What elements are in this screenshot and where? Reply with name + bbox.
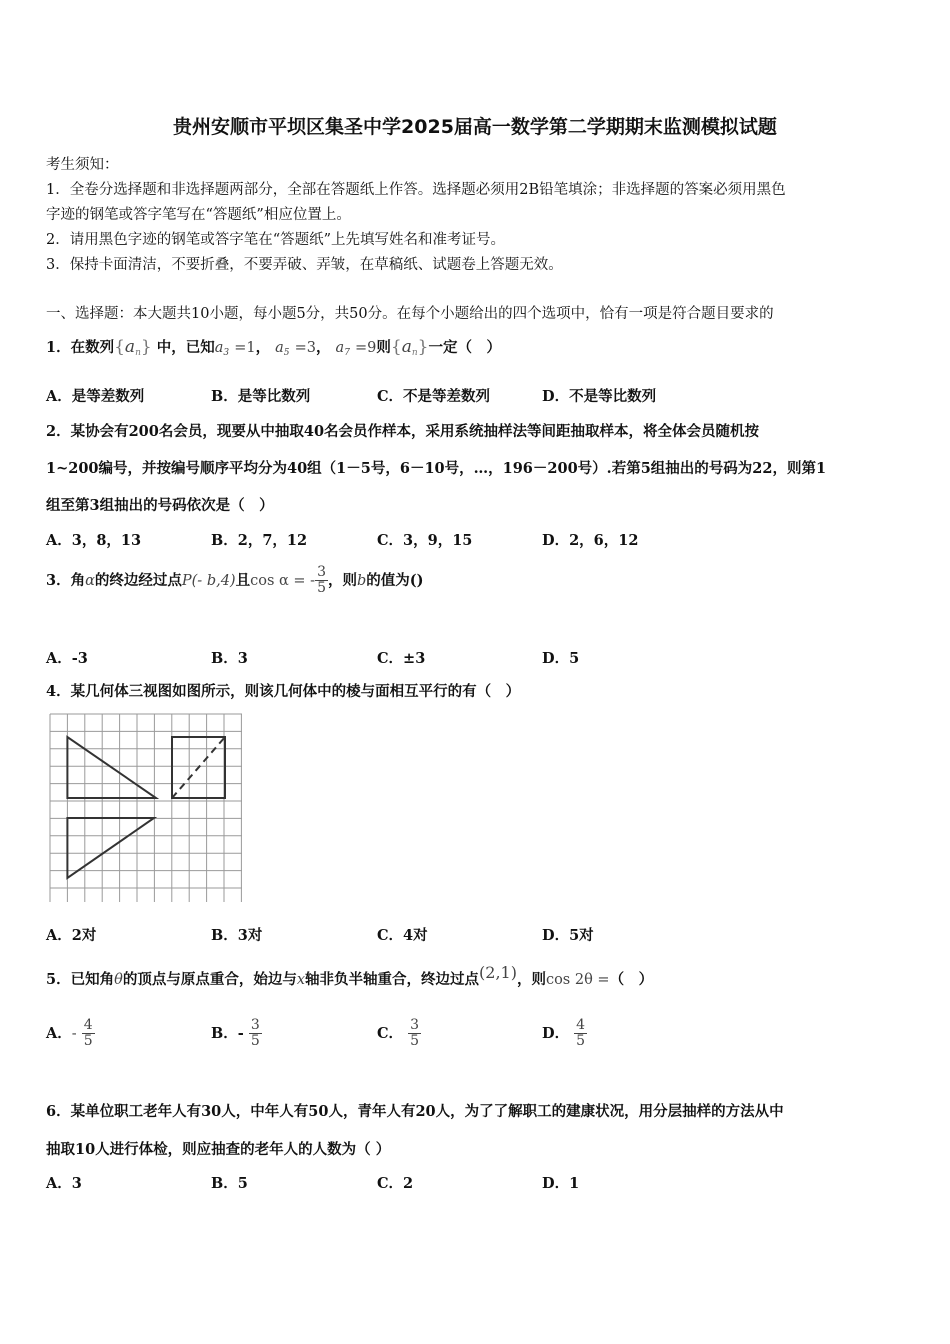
- page-title: 贵州安顺市平坝区集圣中学2025届高一数学第二学期期末监测模拟试题: [173, 116, 777, 138]
- term-a7: $a_7$: [335, 340, 350, 358]
- grid-lines: [50, 714, 242, 902]
- option-b: B．3: [211, 650, 248, 667]
- q1-text: 1．在数列: [46, 339, 115, 356]
- sequence-notation: $\{a_n\}$: [390, 337, 429, 358]
- option-b: B．是等比数列: [211, 388, 311, 405]
- option-c: C．3，9，15: [377, 532, 473, 549]
- option-b: B．3对: [211, 927, 263, 944]
- question-6-line: 6．某单位职工老年人有30人，中年人有50人，青年人有20人，为了了解职工的建康状况，用分层抽样的方法从中: [46, 1103, 784, 1120]
- option-d: D．5对: [542, 927, 594, 944]
- point-coords: (2,1): [479, 963, 517, 982]
- option-c: C．2: [377, 1175, 414, 1192]
- term-a3: $a_3$: [214, 340, 230, 358]
- fraction: $\frac{3}{5}$: [317, 564, 326, 597]
- front-view-triangle: [67, 737, 156, 798]
- notice-heading: 考生须知：: [46, 157, 119, 173]
- three-view-figure: [48, 712, 244, 904]
- option-a: A．2对: [46, 927, 97, 944]
- notice-item: 3．保持卡面清洁，不要折叠，不要弄破、弄皱，在草稿纸、试题卷上答题无效。: [46, 257, 563, 273]
- question-1: 1．在数列$\{a_n\}$ 中，已知$a_3 =1$， $a_5 =3$， $a_7 =9$则$\{a_n\}$一定（ ）: [46, 337, 501, 358]
- top-view-triangle: [67, 818, 154, 878]
- option-a: A．3: [46, 1175, 82, 1192]
- option-a: A．3，8，13: [46, 532, 142, 549]
- option-a: A．-3: [46, 650, 88, 667]
- option-a: A．- $\frac{4}{5}$: [46, 1017, 93, 1050]
- point-p: P(- b,4): [181, 572, 236, 589]
- option-c: C．±3: [377, 650, 426, 667]
- option-d: D．5: [542, 650, 580, 667]
- option-b: B．5: [211, 1175, 248, 1192]
- question-5: 5．已知角θ的顶点与原点重合，始边与x轴非负半轴重合，终边过点(2,1)，则cos 2θ =（ ）: [46, 963, 654, 988]
- question-2-line: 1~200编号，并按编号顺序平均分为40组（1－5号，6－10号，…，196－200号）.若第5组抽出的号码为22，则第1: [46, 460, 827, 477]
- option-a: A．是等差数列: [46, 388, 145, 405]
- option-d: D．不是等比数列: [542, 388, 657, 405]
- option-c: C．4对: [377, 927, 428, 944]
- option-b: B．2，7，12: [211, 532, 308, 549]
- option-d: D． $\frac{4}{5}$: [542, 1017, 586, 1050]
- question-2-line: 2．某协会有200名会员，现要从中抽取40名会员作样本，采用系统抽样法等间距抽取样本，将全体会员随机按: [46, 423, 760, 440]
- notice-item: 2．请用黑色字迹的钢笔或答字笔在“答题纸”上先填写姓名和准考证号。: [46, 232, 506, 248]
- notice-item: 字迹的钢笔或答字笔写在“答题纸”相应位置上。: [46, 207, 351, 223]
- option-d: D．2，6，12: [542, 532, 639, 549]
- cos-2theta: cos 2θ =: [545, 972, 610, 988]
- question-2-line: 组至第3组抽出的号码依次是（ ）: [46, 497, 274, 514]
- option-b: B．- $\frac{3}{5}$: [211, 1017, 260, 1050]
- option-c: C． $\frac{3}{5}$: [377, 1017, 420, 1050]
- hidden-edge-dashed: [172, 737, 225, 798]
- option-d: D．1: [542, 1175, 580, 1192]
- option-c: C．不是等差数列: [377, 388, 491, 405]
- question-6-line: 抽取10人进行体检，则应抽查的老年人的人数为（ ）: [46, 1141, 391, 1158]
- cos-expression: cos α = -: [250, 572, 316, 589]
- question-4: 4．某几何体三视图如图所示，则该几何体中的棱与面相互平行的有（ ）: [46, 683, 521, 700]
- question-3: 3．角α的终边经过点P(- b,4)且cos α = - $\frac{3}{5}$ ，则b的值为(): [46, 564, 424, 597]
- sequence-notation: $\{a_n\}$: [114, 337, 152, 358]
- notice-item: 1．全卷分选择题和非选择题两部分，全部在答题纸上作答。选择题必须用2B铅笔填涂；非选择题的答案必须用黑色: [46, 182, 786, 198]
- term-a5: $a_5$: [275, 340, 290, 358]
- section-heading: 一、选择题：本大题共10小题，每小题5分，共50分。在每个小题给出的四个选项中，恰有一项是符合题目要求的: [46, 306, 774, 322]
